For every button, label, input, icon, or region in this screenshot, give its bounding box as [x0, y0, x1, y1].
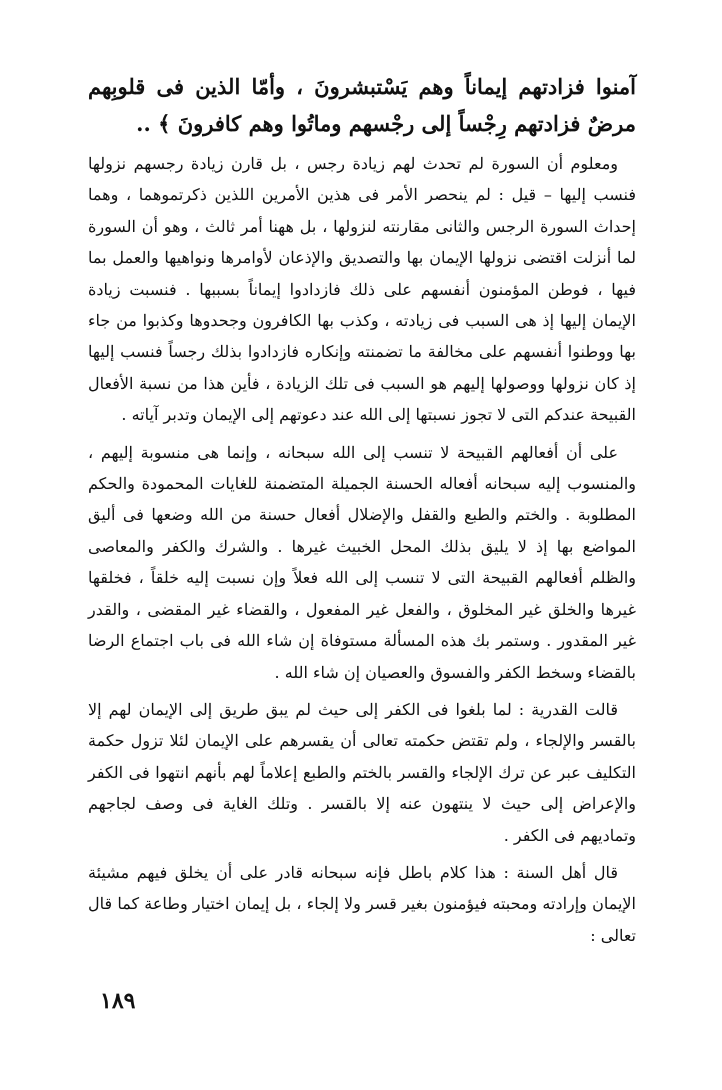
paragraph-2: على أن أفعالهم القبيحة لا تنسب إلى الله سبحانه ، وإنما هى منسوبة إليهم ، والمنسوب إليه سبحانه أفعاله الحسنة الجميلة المتضمنة للغايات المحمودة والحكم المطلوبة . والختم والطبع والقفل والإضلال أفعال حسنة من الله وضعها فى أليق المواضع بها إذ لا يليق بذلك المحل الخبيث غيرها . والشرك والكفر والمعاصى والظلم أفعالهم القبيحة التى لا تنسب إلى الله فعلاً وإن نسبت إليه خلقاً ، فخلقها غيرها والخلق غير المخلوق ، والفعل غير المفعول ، والقضاء غير المقضى ، والقدر غير المقدور . وستمر بك هذه المسألة مستوفاة إن شاء الله فى باب اجتماع الرضا بالقضاء وسخط الكفر والفسوق والعصيان إن شاء الله .	[88, 442, 636, 682]
page-body	[88, 68, 636, 957]
page-number: ١٨٩	[100, 988, 136, 1014]
paragraph-3: قالت القدرية : لما بلغوا فى الكفر إلى حيث لم يبق طريق إلى الإيمان لهم إلا بالقسر والإلجاء ، ولم تقتض حكمته تعالى أن يقسرهم على الإيمان لئلا تزول حكمة التكليف عبر عن ترك الإلجاء والقسر بالختم والطبع إعلاماً لهم بأنهم انتهوا فى الكفر والإعراض إلى حيث لا ينتهون عنه إلا بالقسر . وتلك الغاية فى وصف لجاجهم وتماديهم فى الكفر .	[88, 699, 636, 845]
paragraph-1: ومعلوم أن السورة لم تحدث لهم زيادة رجس ، بل قارن زيادة رجسهم نزولها فنسب إليها – قيل : لم ينحصر الأمر فى هذين الأمرين اللذين ذكرتموهما ، وهما إحداث السورة الرجس والثانى مقارنته لنزولها ، بل ههنا أمر ثالث ، وهو أن السورة لما أنزلت اقتضى نزولها الإيمان بها والتصديق والإذعان لأوامرها ونواهيها والعمل بما فيها ، فوطن المؤمنون أنفسهم على ذلك فازدادوا إيماناً بسببها . فنسبت زيادة الإيمان إليها إذ هى السبب فى زيادته ، وكذب بها الكافرون وجحدوها وكذبوا من جاء بها ووطنوا أنفسهم على مخالفة ما تضمنته وإنكاره فازدادوا بذلك رجساً فنسب إليها إذ كان نزولها ووصولها إليهم هو السبب فى تلك الزيادة ، فأين هذا من نسبة الأفعال القبيحة عندكم التى لا تجوز نسبتها إلى الله عند دعوتهم إلى الإيمان وتدبر آياته .	[88, 154, 636, 425]
quran-verse: آمنوا فزادتهم إيماناً وهم يَسْتبشرونَ ، وأمّا الذين فى قلوبِهم مرضٌ فزادتهم رِجْساً إلى رجْسهم وماتُوا وهم كافرونَ ﴾ ..	[88, 74, 636, 136]
paragraph-4: قال أهل السنة : هذا كلام باطل فإنه سبحانه قادر على أن يخلق فيهم مشيئة الإيمان وإرادته ومحبته فيؤمنون بغير قسر ولا إلجاء ، بل إيمان اختيار وطاعة كما قال تعالى :	[88, 862, 636, 945]
